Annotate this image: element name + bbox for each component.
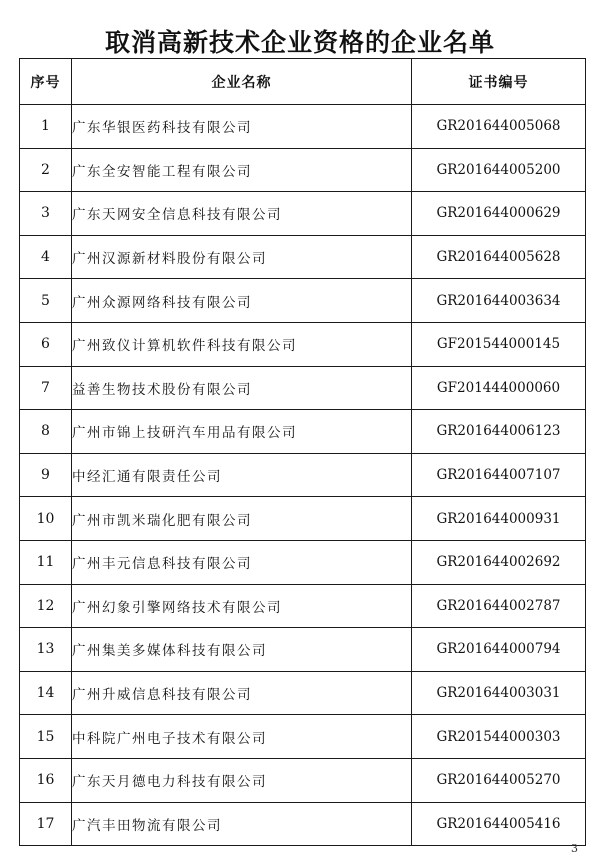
table-row: [20, 802, 586, 846]
company-name-cell: 广州升威信息科技有限公司: [72, 671, 412, 715]
serial-number-cell: 3: [20, 192, 72, 236]
serial-number-cell: 17: [20, 802, 72, 846]
table-row: [20, 366, 586, 410]
certificate-number-cell: GF201544000145: [412, 322, 586, 366]
company-table: [19, 58, 586, 846]
certificate-number-cell: GR201644005416: [412, 802, 586, 846]
table-row: [20, 453, 586, 497]
table-row: [20, 322, 586, 366]
company-name-cell: 广东天网安全信息科技有限公司: [72, 192, 412, 236]
page-number: 3: [571, 842, 578, 855]
certificate-number-cell: GR201644006123: [412, 410, 586, 454]
serial-number-cell: 13: [20, 628, 72, 672]
header-company-name: 企业名称: [72, 59, 412, 105]
table-row: [20, 758, 586, 802]
serial-number-cell: 14: [20, 671, 72, 715]
certificate-number-cell: GR201644002787: [412, 584, 586, 628]
table-row: [20, 105, 586, 149]
serial-number-cell: 12: [20, 584, 72, 628]
company-name-cell: 广州市锦上技研汽车用品有限公司: [72, 410, 412, 454]
table-row: [20, 540, 586, 584]
header-certificate-number: 证书编号: [412, 59, 586, 105]
certificate-number-cell: GR201644005270: [412, 758, 586, 802]
company-name-cell: 广东天月德电力科技有限公司: [72, 758, 412, 802]
serial-number-cell: 1: [20, 105, 72, 149]
table-row: [20, 497, 586, 541]
company-name-cell: 广州幻象引擎网络技术有限公司: [72, 584, 412, 628]
certificate-number-cell: GR201644000931: [412, 497, 586, 541]
table-row: [20, 192, 586, 236]
serial-number-cell: 7: [20, 366, 72, 410]
certificate-number-cell: GR201544000303: [412, 715, 586, 759]
table-row: [20, 148, 586, 192]
table-row: [20, 671, 586, 715]
company-name-cell: 广东华银医药科技有限公司: [72, 105, 412, 149]
table-row: [20, 628, 586, 672]
certificate-number-cell: GF201444000060: [412, 366, 586, 410]
certificate-number-cell: GR201644005628: [412, 235, 586, 279]
table-header-row: [20, 59, 586, 105]
serial-number-cell: 2: [20, 148, 72, 192]
company-name-cell: 广州市凯米瑞化肥有限公司: [72, 497, 412, 541]
table-row: [20, 584, 586, 628]
serial-number-cell: 15: [20, 715, 72, 759]
certificate-number-cell: GR201644003634: [412, 279, 586, 323]
serial-number-cell: 8: [20, 410, 72, 454]
document-title: 取消高新技术企业资格的企业名单: [104, 27, 495, 57]
company-name-cell: 广州众源网络科技有限公司: [72, 279, 412, 323]
certificate-number-cell: GR201644005068: [412, 105, 586, 149]
serial-number-cell: 9: [20, 453, 72, 497]
serial-number-cell: 4: [20, 235, 72, 279]
certificate-number-cell: GR201644000629: [412, 192, 586, 236]
company-name-cell: 中科院广州电子技术有限公司: [72, 715, 412, 759]
certificate-number-cell: GR201644007107: [412, 453, 586, 497]
header-serial-number: 序号: [20, 59, 72, 105]
table-row: [20, 715, 586, 759]
company-name-cell: 广州集美多媒体科技有限公司: [72, 628, 412, 672]
company-name-cell: 广东全安智能工程有限公司: [72, 148, 412, 192]
serial-number-cell: 6: [20, 322, 72, 366]
serial-number-cell: 11: [20, 540, 72, 584]
certificate-number-cell: GR201644003031: [412, 671, 586, 715]
company-name-cell: 中经汇通有限责任公司: [72, 453, 412, 497]
table-row: [20, 279, 586, 323]
table-row: [20, 410, 586, 454]
serial-number-cell: 5: [20, 279, 72, 323]
company-name-cell: 益善生物技术股份有限公司: [72, 366, 412, 410]
certificate-number-cell: GR201644002692: [412, 540, 586, 584]
company-name-cell: 广州丰元信息科技有限公司: [72, 540, 412, 584]
certificate-number-cell: GR201644005200: [412, 148, 586, 192]
table-row: [20, 235, 586, 279]
company-name-cell: 广州汉源新材料股份有限公司: [72, 235, 412, 279]
serial-number-cell: 16: [20, 758, 72, 802]
company-name-cell: 广州致仪计算机软件科技有限公司: [72, 322, 412, 366]
serial-number-cell: 10: [20, 497, 72, 541]
company-name-cell: 广汽丰田物流有限公司: [72, 802, 412, 846]
certificate-number-cell: GR201644000794: [412, 628, 586, 672]
